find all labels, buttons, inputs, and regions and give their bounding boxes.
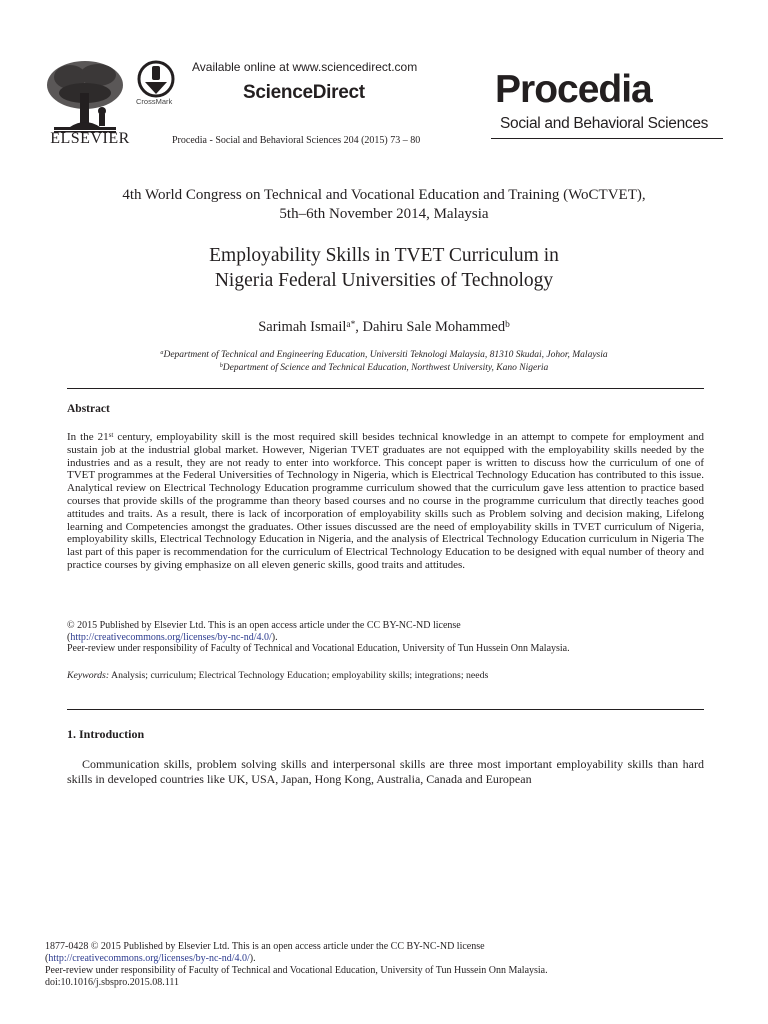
journal-reference: Procedia - Social and Behavioral Sciences 204 (2015) 73 – 80 [172,135,421,146]
keywords-label: Keywords: [67,670,110,681]
license-line: © 2015 Published by Elsevier Ltd. This is an open access article under the CC BY-NC-ND license [67,620,461,631]
journal-logo-subtitle: Social and Behavioral Sciences [500,115,709,132]
paren-open: ( [45,953,49,964]
affiliation-b [0,363,768,373]
license-link-line [67,632,707,644]
abstract-lead: In the 21 [67,431,109,443]
congress-line-1: 4th World Congress on Technical and Vocational Education and Training (WoCTVET), [122,187,646,203]
author-affil-mark: b [505,319,510,330]
divider [67,388,704,389]
section-text: Communication skills, problem solving skills and interpersonal skills are three most important employability skills than hard skills in developed countries like UK, USA, Japan, Hong Kong, Australia, Canada and European [67,757,704,786]
title-line-2: Nigeria Federal Universities of Technology [214,270,554,291]
section-heading: 1. Introduction [67,727,145,741]
paren-close: ). [271,631,278,643]
footer-doi[interactable]: doi:10.1016/j.sbspro.2015.08.111 [45,977,179,988]
affiliation-a [0,350,768,360]
footer-license-link[interactable]: http://creativecommons.org/licenses/by-nc-nd/4.0/ [48,953,250,964]
ordinal-suffix: st [108,430,114,439]
paren-open: ( [67,631,71,643]
affil-mark: a [160,350,164,357]
footer-peer-review: Peer-review under responsibility of Faculty of Technical and Vocational Education, University of Tun Hussein Onn Malaysia. [45,965,548,976]
congress-line-2: 5th–6th November 2014, Malaysia [279,206,489,222]
author-separator: , [355,319,363,335]
license-link[interactable]: http://creativecommons.org/licenses/by-nc-nd/4.0/ [70,631,272,643]
abstract-body: century, employability skill is the most required skill besides technical knowledge in an attempt to compete for employment and sustain job at the industrial global market. However, Nigerian TVET graduates are not equipped with the employability skills needed by the industries and as a result, they are not ready to enter into workforce. This concept paper is written to discuss how the curriculum of one of TVET programmes at the Federal Universities of Technology in Nigeria, which is Electrical Technology Education has contributed to this issue. Analytical review on Electrical Technology Education programme curriculum showed that the curriculum gave less attention to practice based courses that provide skills of the programme than theory based courses and no course in the programme curriculum that directly teaches good attitudes and traits. As a result, there is lack of incorporation of employability skills such as Problem solving and decision making, Lifelong learning and Competencies amongst the graduates. Other issues discussed are the need of employability skills in TVET curriculum of Nigeria, employability skills, Electrical Technology Education in Nigeria, and the analysis of Electrical Technology Education curriculum in Nigeria The last part of this paper is recommendation for the curriculum of Electrical Technology Education to be designed with equal number of theory and practice courses by giving emphasize on all eleven generic skills, good traits and attitudes. [67,431,704,571]
peer-review-line: Peer-review under responsibility of Faculty of Technical and Vocational Education, University of Tun Hussein Onn Malaysia. [67,643,570,655]
keywords-list: Analysis; curriculum; Electrical Technology Education; employability skills; integrations; needs [109,670,489,681]
available-online-text[interactable]: Available online at www.sciencedirect.com [192,60,418,74]
sciencedirect-logo[interactable]: ScienceDirect [243,82,365,103]
license-block [67,620,707,655]
footer-link-line [45,953,725,965]
affil-text: Department of Science and Technical Education, Northwest University, Kano Nigeria [222,363,549,373]
abstract-text [67,431,704,572]
author-affil-mark: a* [346,319,356,330]
paren-close: ). [249,953,256,964]
title-line-1: Employability Skills in TVET Curriculum in [209,245,559,266]
publisher-wordmark: ELSEVIER [50,130,130,147]
journal-logo-rule [491,138,723,139]
affil-mark: b [219,363,223,370]
affil-text: Department of Technical and Engineering Education, Universiti Teknologi Malaysia, 81310 Skudai, Johor, Malaysia [163,350,608,360]
footer-issn-line: 1877-0428 © 2015 Published by Elsevier Ltd. This is an open access article under the CC BY-NC-ND license [45,941,485,952]
crossmark-label: CrossMark [136,97,173,106]
congress-info [0,186,768,224]
author-name: Sarimah Ismail [258,319,347,335]
author-name: Dahiru Sale Mohammed [362,319,506,335]
keywords [67,670,707,681]
abstract-heading: Abstract [67,403,110,415]
author-list [0,319,768,336]
footer [45,941,725,989]
journal-logo: Procedia [495,68,652,111]
divider [67,709,704,710]
paper-title [0,243,768,293]
